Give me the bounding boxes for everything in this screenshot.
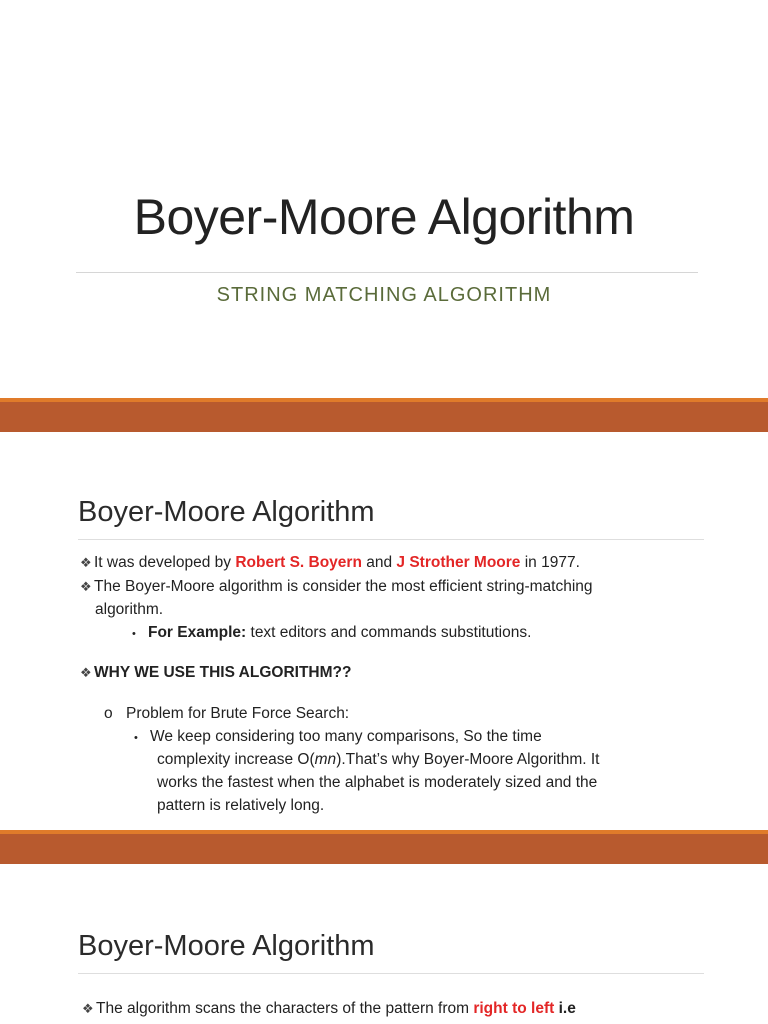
slide-subtitle: STRING MATCHING ALGORITHM bbox=[216, 284, 552, 306]
heading-divider-line bbox=[78, 973, 704, 974]
sub-bullet-problem: o Problem for Brute Force Search: bbox=[104, 705, 350, 722]
diamond-bullet-icon: ❖ bbox=[82, 1001, 94, 1016]
slide-heading: Boyer-Moore Algorithm bbox=[78, 930, 375, 962]
circle-bullet-icon: o bbox=[104, 705, 113, 722]
title-slide bbox=[0, 0, 768, 398]
dot-bullet-icon: • bbox=[132, 628, 136, 640]
highlight-right-to-left: right to left bbox=[473, 1000, 555, 1017]
diamond-bullet-icon: ❖ bbox=[80, 579, 92, 594]
heading-divider-line bbox=[78, 539, 704, 540]
slide-separator-bar bbox=[0, 830, 768, 864]
author-name-1: Robert S. Boyern bbox=[235, 554, 362, 571]
diamond-bullet-icon: ❖ bbox=[80, 555, 92, 570]
slide-title: Boyer-Moore Algorithm bbox=[133, 189, 635, 245]
content-slide-2 bbox=[0, 864, 768, 1024]
bullet-line-scan: ❖ The algorithm scans the characters of the pattern from right to left i.e bbox=[82, 1000, 576, 1017]
author-name-2: J Strother Moore bbox=[396, 554, 521, 571]
bullet-line-efficient-cont: algorithm. bbox=[95, 601, 164, 618]
dot-bullet-icon: • bbox=[134, 732, 138, 744]
detail-line-4: pattern is relatively long. bbox=[157, 797, 325, 814]
slide-separator-bar bbox=[0, 398, 768, 432]
bullet-line-why: ❖ WHY WE USE THIS ALGORITHM?? bbox=[80, 664, 352, 681]
bullet-line-efficient: ❖ The Boyer-Moore algorithm is consider the most efficient string-matching bbox=[80, 578, 593, 595]
detail-line-3: works the fastest when the alphabet is moderately sized and the bbox=[157, 774, 598, 791]
diamond-bullet-icon: ❖ bbox=[80, 665, 92, 680]
detail-line-1: • We keep considering too many comparisons, So the time bbox=[134, 728, 542, 745]
detail-line-2: complexity increase O(mn).That’s why Boyer-Moore Algorithm. It bbox=[157, 751, 600, 768]
content-slide-1 bbox=[0, 432, 768, 830]
slide-heading: Boyer-Moore Algorithm bbox=[78, 496, 375, 528]
sub-bullet-example: • For Example: text editors and commands substitutions. bbox=[132, 624, 532, 641]
title-divider-line bbox=[76, 272, 698, 273]
bullet-line-developed: ❖ It was developed by Robert S. Boyern and J Strother Moore in 1977. bbox=[80, 554, 580, 571]
